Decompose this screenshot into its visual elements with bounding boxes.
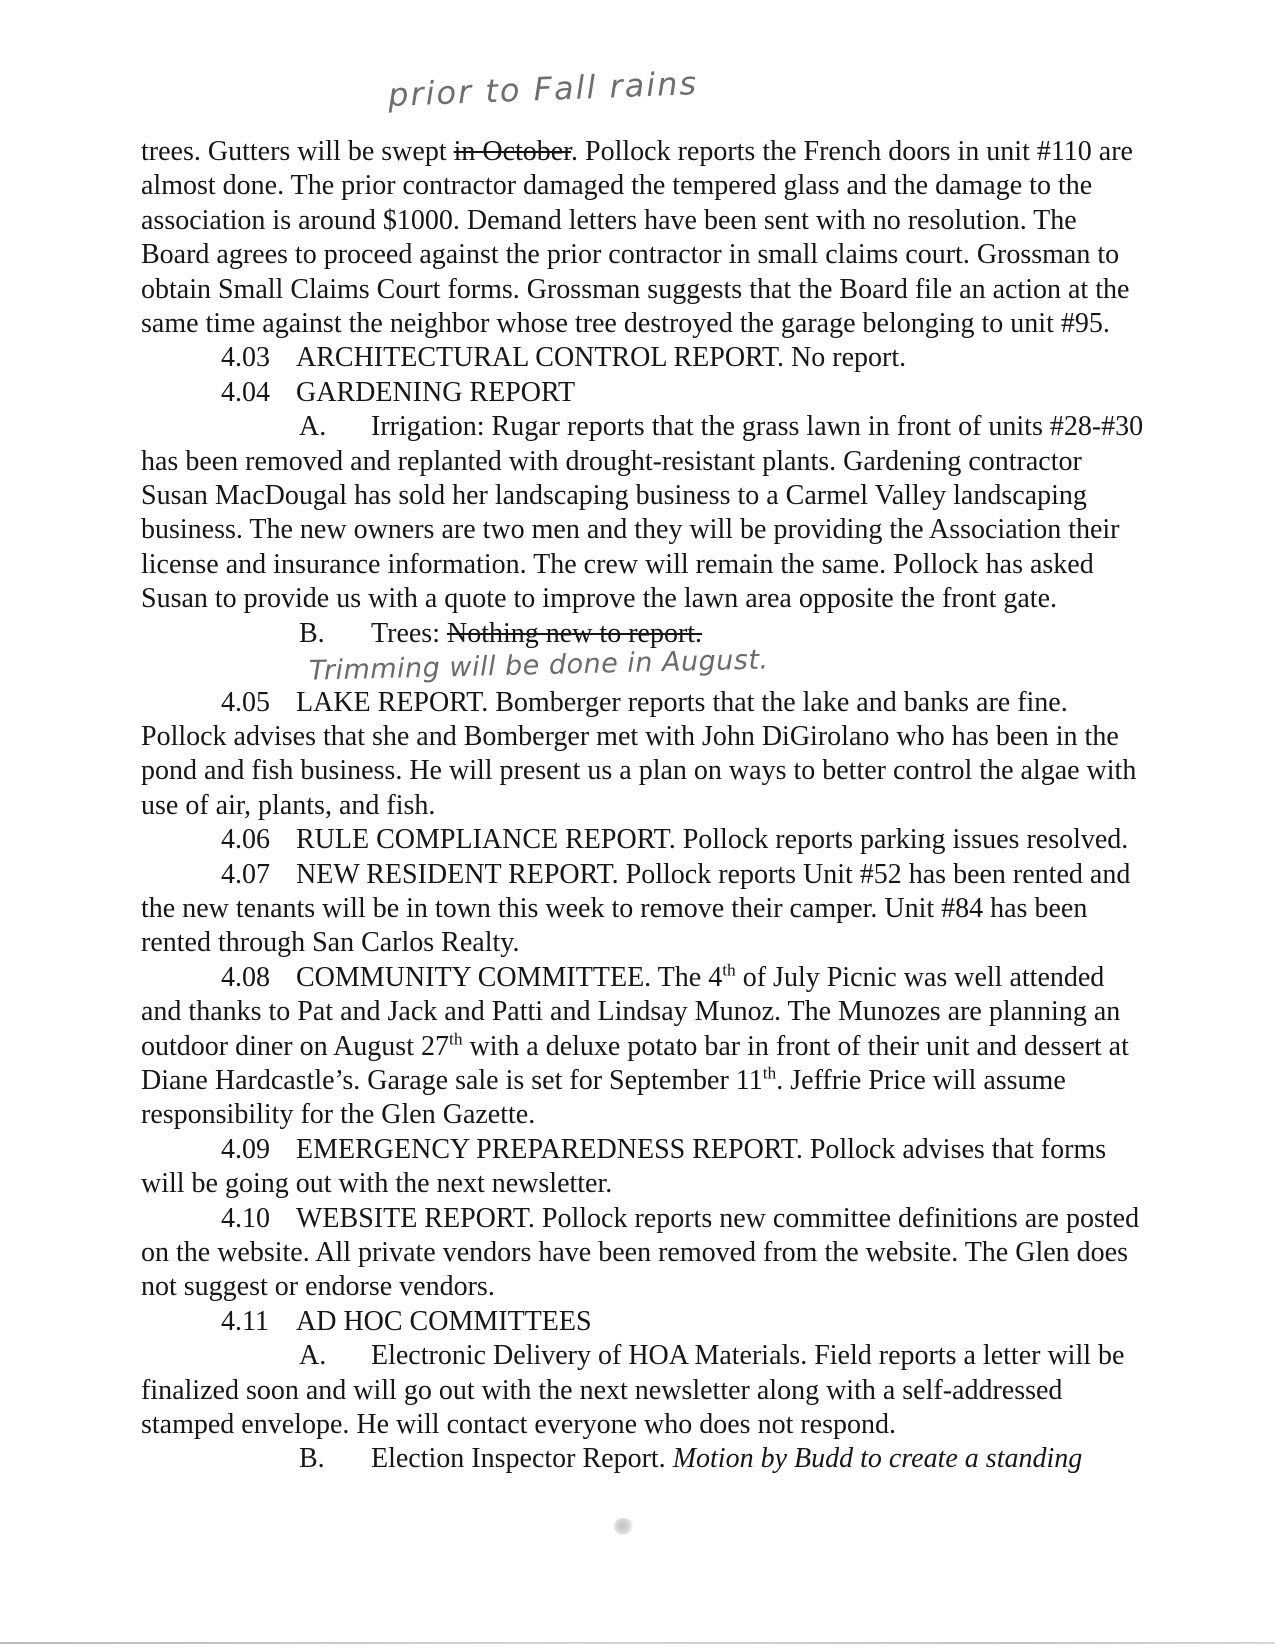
body-text: of July Picnic was well attended and thanks to Pat and Jack and Patti and Lindsay Munoz. The Munozes are planning an outdoor diner on August 27: [141, 961, 1121, 1062]
section-4.05: [141, 686, 1145, 824]
body-text: COMMUNITY COMMITTEE. The 4: [296, 961, 723, 993]
body-text: Irrigation: Rugar reports that the grass lawn in front of units #28-#30 has been removed and replanted with drought-resistant plants. Gardening contractor Susan MacDougal has sold her landscaping business to a Carmel Valley landscaping business. The new owners are two men and they will be providing the Association their license and insurance information. The crew will remain the same. Pollock has asked Susan to provide us with a quote to improve the lawn area opposite the front gate.: [141, 411, 1144, 615]
section-4.11: [141, 1305, 1145, 1339]
section-4.09: [141, 1133, 1145, 1202]
item-marker: 4.08: [221, 961, 270, 993]
body-text: . Pollock reports the French doors in unit #110 are almost done. The prior contractor damaged the tempered glass and the damage to the association is around $1000. Demand letters have been sent with no resolution. The Board agrees to proceed against the prior contractor in small claims court. Grossman to obtain Small Claims Court forms. Grossman suggests that the Board file an action at the same time against the neighbor whose tree destroyed the garage belonging to unit #95.: [141, 136, 1133, 340]
item-marker: 4.11: [221, 1305, 269, 1337]
body-text: GARDENING REPORT: [296, 376, 576, 408]
italic-text: Motion by Budd to create a standing: [672, 1443, 1083, 1475]
section-4.03: [141, 341, 1145, 375]
body-text: trees. Gutters will be swept: [141, 136, 454, 167]
section-4.10: [141, 1202, 1145, 1305]
section-4.04: [141, 376, 1145, 410]
body-text: with a deluxe potato bar in front of their unit and dessert at Diane Hardcastle’s. Garage sale is set for September 11: [141, 1030, 1129, 1096]
body-text: LAKE REPORT. Bomberger reports that the lake and banks are fine. Pollock advises that she and Bomberger met with John DiGirolano who has been in the pond and fish business. He will present us a plan on ways to better control the algae with use of air, plants, and fish.: [141, 686, 1137, 821]
handwriting-text: Trimming will be done in August.: [308, 644, 769, 687]
subsection-4.04-B: [141, 617, 1145, 686]
body-text: NEW RESIDENT REPORT. Pollock reports Unit #52 has been rented and the new tenants will be in town this week to remove their camper. Unit #84 has been rented through San Carlos Realty.: [141, 858, 1131, 959]
handwritten-top-annotation: prior to Fall rains: [387, 64, 699, 114]
subsection-4.11-B: [141, 1442, 1145, 1476]
body-text: RULE COMPLIANCE REPORT. Pollock reports parking issues resolved.: [296, 824, 1129, 856]
body-text: WEBSITE REPORT. Pollock reports new committee definitions are posted on the website. All private vendors have been removed from the website. The Glen does not suggest or endorse vendors.: [141, 1202, 1140, 1303]
sup-text: th: [762, 1063, 777, 1083]
item-marker: 4.06: [221, 824, 270, 856]
section-4.07: [141, 858, 1145, 961]
section-4.06: [141, 823, 1145, 857]
sup-text: th: [722, 960, 736, 980]
item-marker: 4.10: [221, 1202, 270, 1234]
body-text: Election Inspector Report.: [371, 1443, 673, 1475]
document-body: [141, 135, 1145, 1477]
item-marker: 4.07: [221, 858, 270, 890]
sup-text: th: [449, 1029, 463, 1049]
item-marker: B.: [299, 617, 325, 649]
item-marker: 4.09: [221, 1133, 270, 1165]
strike-text: in October: [453, 136, 572, 167]
body-text: ARCHITECTURAL CONTROL REPORT. No report.: [296, 342, 907, 374]
body-text: Trees:: [371, 617, 447, 649]
item-marker: 4.04: [221, 376, 270, 408]
body-text: Electronic Delivery of HOA Materials. Field reports a letter will be finalized soon and will go out with the next newsletter along with a self-addressed stamped envelope. He will contact everyone who does not respond.: [141, 1340, 1125, 1441]
subsection-4.04-A: [141, 410, 1145, 616]
body-text: AD HOC COMMITTEES: [296, 1305, 592, 1337]
paragraph-continuation: [141, 135, 1145, 341]
item-marker: A.: [299, 1340, 327, 1372]
scan-edge-line-artifact: [0, 1642, 1275, 1644]
body-text: . Jeffrie Price will assume responsibility for the Glen Gazette.: [141, 1064, 1066, 1131]
subsection-4.11-A: [141, 1339, 1145, 1442]
item-marker: 4.05: [221, 686, 270, 718]
section-4.08: [141, 961, 1145, 1133]
strike-text: Nothing new to report.: [446, 617, 703, 649]
body-text: EMERGENCY PREPAREDNESS REPORT. Pollock advises that forms will be going out with the next newsletter.: [141, 1133, 1107, 1200]
item-marker: 4.03: [221, 342, 270, 374]
scan-smudge-artifact: [614, 1518, 633, 1535]
item-marker: A.: [299, 411, 327, 443]
item-marker: B.: [299, 1443, 325, 1475]
